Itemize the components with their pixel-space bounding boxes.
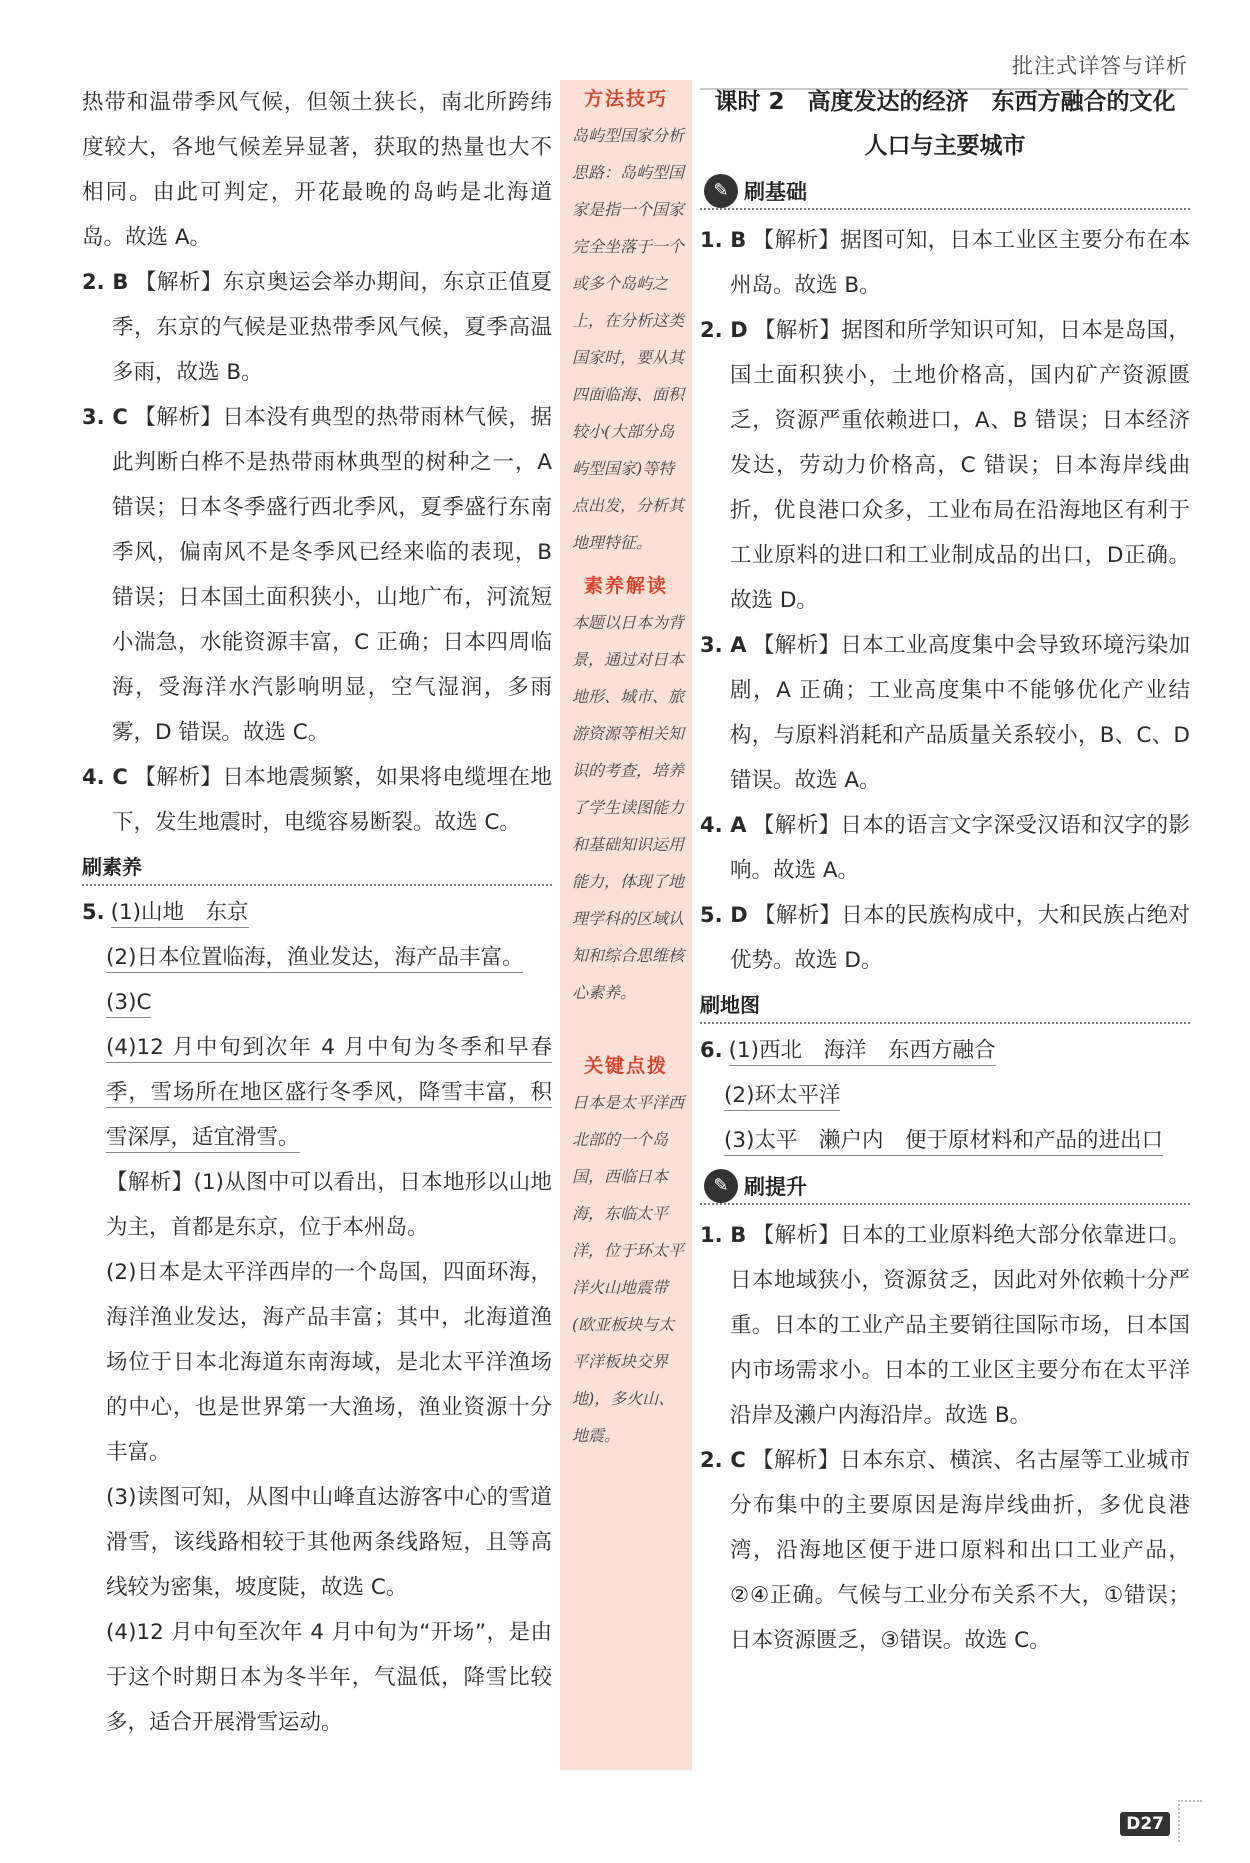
map-answer-6-part1: (1)西北 海洋 东西方融合: [729, 1038, 996, 1066]
answer-3: [82, 395, 552, 755]
side-heading-key-point: 关键点拨: [583, 1055, 668, 1077]
answer-5-part2-row: [82, 935, 552, 980]
side-heading-method: 方法技巧: [583, 88, 668, 110]
badge-basic-label: 刷基础: [744, 180, 807, 204]
section-su-yang: 刷素养: [82, 851, 552, 886]
basic-answer-4: [700, 803, 1190, 893]
right-column: [700, 80, 1190, 1663]
page-header-title: 批注式详答与详析: [1012, 54, 1188, 78]
analysis-5-3: (3)读图可知，从图中山峰直达游客中心的雪道滑雪，该线路相较于其他两条线路短，且等高线较为密集，坡度陡，故选 C。: [106, 1485, 552, 1600]
basic-answer-1-text: 【解析】据图可知，日本工业区主要分布在本州岛。故选 B。: [730, 228, 1190, 298]
answer-5-part2: (2)日本位置临海，渔业发达，海产品丰富。: [106, 945, 523, 973]
answer-5-part3: (3)C: [106, 990, 151, 1018]
answer-2-num: 2. B: [82, 270, 129, 294]
basic-answer-5-text: 【解析】日本的民族构成中，大和民族占绝对优势。故选 D。: [730, 903, 1190, 973]
left-column: [82, 80, 552, 1745]
improve-answer-1-text: 【解析】日本的工业原料绝大部分依靠进口。日本地域狭小，资源贫乏，因此对外依赖十分严重。日本的工业产品主要销往国际市场，日本国内市场需求小。日本的工业区主要分布在太平洋沿岸及濑户内海沿岸。故选 B。: [730, 1223, 1190, 1428]
pencil-icon: ✎: [704, 1169, 738, 1203]
answer-2: [82, 260, 552, 395]
answer-3-num: 3. C: [82, 405, 128, 429]
answer-5-part4-row: [82, 1025, 552, 1160]
lesson-title-line1: 课时 2 高度发达的经济 东西方融合的文化: [714, 89, 1176, 115]
basic-answer-2: [700, 308, 1190, 623]
basic-answer-5: [700, 893, 1190, 983]
improve-answer-2-text: 【解析】日本东京、横滨、名古屋等工业城市分布集中的主要原因是海岸线曲折，多优良港湾，沿海地区便于进口原料和出口工业产品，②④正确。气候与工业分布关系不大，①错误；日本资源匮乏，③错误。故选 C。: [730, 1448, 1190, 1653]
answer-5-num: 5.: [82, 900, 105, 924]
map-answer-6-part3-row: [700, 1118, 1190, 1163]
basic-answer-3-text: 【解析】日本工业高度集中会导致环境污染加剧，A 正确；工业高度集中不能够优化产业结构，与原料消耗和产品质量关系较小，B、C、D 错误。故选 A。: [730, 633, 1190, 793]
answer-5-part3-row: [82, 980, 552, 1025]
annotation-sidebar: [560, 80, 692, 1770]
answer-5-part1: (1)山地 东京: [111, 900, 249, 928]
analysis-5-2: (2)日本是太平洋西岸的一个岛国，四面环海，海洋渔业发达，海产品丰富；其中，北海道渔场位于日本北海道东南海域，是北太平洋渔场的中心，也是世界第一大渔场，渔业资源十分丰富。: [106, 1260, 552, 1465]
basic-answer-4-num: 4. A: [700, 813, 747, 837]
basic-answer-2-num: 2. D: [700, 318, 748, 342]
badge-improve-row: [700, 1163, 1190, 1205]
q1-continuation: 热带和温带季风气候，但领土狭长，南北所跨纬度较大，各地气候差异显著，获取的热量也大不相同。由此可判定，开花最晚的岛屿是北海道岛。故选 A。: [82, 90, 552, 250]
answer-5-part4: (4)12 月中旬到次年 4 月中旬为冬季和早春季，雪场所在地区盛行冬季风，降雪丰富，积雪深厚，适宜滑雪。: [106, 1035, 552, 1153]
analysis-5-1: 【解析】(1)从图中可以看出，日本地形以山地为主，首都是东京，位于本州岛。: [106, 1170, 552, 1240]
basic-answer-1: [700, 218, 1190, 308]
basic-answer-3-num: 3. A: [700, 633, 747, 657]
map-answer-6-part3: (3)太平 濑户内 便于原材料和产品的进出口: [724, 1128, 1163, 1156]
page-number: D27: [1120, 1812, 1170, 1836]
improve-answer-1: [700, 1213, 1190, 1438]
corner-mark: [1178, 1800, 1202, 1842]
answer-3-text: 【解析】日本没有典型的热带雨林气候，据此判断白桦不是热带雨林典型的树种之一，A错误；日本冬季盛行西北季风，夏季盛行东南季风，偏南风不是冬季风已经来临的表现，B错误；日本国土面积狭小，山地广布，河流短小湍急，水能资源丰富，C 正确；日本四周临海，受海洋水汽影响明显，空气湿润，多雨雾，D 错误。故选 C。: [112, 405, 552, 745]
basic-answer-3: [700, 623, 1190, 803]
improve-answer-2-num: 2. C: [700, 1448, 746, 1472]
basic-answer-2-text: 【解析】据图和所学知识可知，日本是岛国，国土面积狭小，土地价格高，国内矿产资源匮乏，资源严重依赖进口，A、B 错误；日本经济发达，劳动力价格高，C 错误；日本海岸线曲折，优良港口众多，工业布局在沿海地区有利于工业原料的进口和工业制成品的出口，D正确。故选 D。: [730, 318, 1190, 613]
map-answer-6-num: 6.: [700, 1038, 723, 1062]
side-heading-literacy: 素养解读: [583, 575, 668, 597]
answer-4-num: 4. C: [82, 765, 128, 789]
analysis-5-4: (4)12 月中旬至次年 4 月中旬为“开场”，是由于这个时期日本为冬半年，气温低，降雪比较多，适合开展滑雪运动。: [106, 1620, 552, 1735]
basic-answer-5-num: 5. D: [700, 903, 748, 927]
map-answer-6-part2-row: [700, 1073, 1190, 1118]
side-text-method: 岛屿型国家分析思路：岛屿型国家是指一个国家完全坐落于一个或多个岛屿之上，在分析这类国家时，要从其四面临海、面积较小(大部分岛屿型国家)等特点出发，分析其地理特征。: [572, 126, 685, 552]
answer-5: [82, 890, 552, 935]
badge-improve-label: 刷提升: [744, 1175, 807, 1199]
answer-4: [82, 755, 552, 845]
answer-2-text: 【解析】东京奥运会举办期间，东京正值夏季，东京的气候是亚热带季风气候，夏季高温多雨，故选 B。: [112, 270, 552, 385]
improve-answer-2: [700, 1438, 1190, 1663]
basic-answer-4-text: 【解析】日本的语言文字深受汉语和汉字的影响。故选 A。: [730, 813, 1190, 883]
basic-answer-1-num: 1. B: [700, 228, 747, 252]
side-text-literacy: 本题以日本为背景，通过对日本地形、城市、旅游资源等相关知识的考查，培养了学生读图能力和基础知识运用能力，体现了地理学科的区域认知和综合思维核心素养。: [572, 613, 685, 1002]
badge-improve: [700, 1169, 817, 1203]
badge-basic: [700, 174, 817, 208]
section-map: 刷地图: [700, 989, 1190, 1024]
improve-answer-1-num: 1. B: [700, 1223, 747, 1247]
map-answer-6-part2: (2)环太平洋: [724, 1083, 840, 1111]
side-text-key-point: 日本是太平洋西北部的一个岛国，西临日本海，东临太平洋，位于环太平洋火山地震带(欧亚板块与太平洋板块交界地)，多火山、地震。: [572, 1093, 685, 1445]
pencil-icon: ✎: [704, 174, 738, 208]
answer-4-text: 【解析】日本地震频繁，如果将电缆埋在地下，发生地震时，电缆容易断裂。故选 C。: [112, 765, 552, 835]
map-answer-6: [700, 1028, 1190, 1073]
badge-basic-row: [700, 168, 1190, 210]
lesson-title-line2: 人口与主要城市: [864, 133, 1026, 159]
